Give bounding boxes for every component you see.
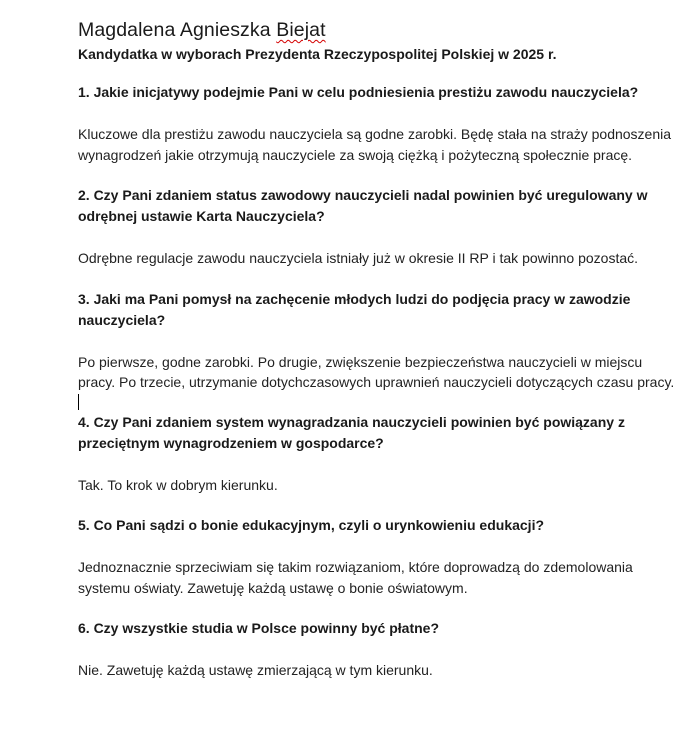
text-cursor bbox=[78, 394, 79, 410]
answer-4: Tak. To krok w dobrym kierunku. bbox=[78, 476, 278, 493]
question-1: 1. Jakie inicjatywy podejmie Pani w celu podniesienia prestiżu zawodu nauczyciela? bbox=[78, 84, 639, 100]
answer-2: Odrębne regulacje zawodu nauczyciela istniały już w okresie II RP i tak powinno pozostać. bbox=[78, 250, 639, 266]
title-name: Magdalena Agnieszka bbox=[78, 19, 277, 41]
question-4: 4. Czy Pani zdaniem system wynagradzania nauczycieli powinien być powiązany z przeciętnym wynagrodzeniem w gospodarce? bbox=[78, 413, 625, 451]
answer-1: Kluczowe dla prestiżu zawodu nauczyciela są godne zarobki. Będę stała na straży podnoszenia wynagrodzeń jakie otrzymują nauczyciele za swoją ciężką i pożyteczną społecznie pracę. bbox=[78, 126, 672, 163]
document-title bbox=[78, 18, 678, 42]
question-2: 2. Czy Pani zdaniem status zawodowy nauczycieli nadal powinien być uregulowany w odrębnej ustawie Karta Nauczyciela? bbox=[78, 187, 648, 224]
question-3: 3. Jaki ma Pani pomysł na zachęcenie młodych ludzi do podjęcia pracy w zawodzie nauczyciela? bbox=[78, 290, 631, 328]
document-subtitle: Kandydatka w wyborach Prezydenta Rzeczypospolitej Polskiej w 2025 r. bbox=[78, 46, 557, 62]
document-page bbox=[78, 18, 678, 681]
answer-5: Jednoznacznie sprzeciwiam się takim rozwiązaniom, które doprowadzą do zdemolowania systemu oświaty. Zawetuję każdą ustawę o bonie oświatowym. bbox=[78, 559, 633, 596]
answer-3: Po pierwsze, godne zarobki. Po drugie, zwiększenie bezpieczeństwa nauczycieli w miejscu pracy. Po trzecie, utrzymanie dotychczasowych uprawnień nauczycieli dotyczących czasu pracy. bbox=[78, 353, 675, 390]
question-6: 6. Czy wszystkie studia w Polsce powinny być płatne? bbox=[78, 620, 439, 636]
question-5: 5. Co Pani sądzi o bonie edukacyjnym, czyli o urynkowieniu edukacji? bbox=[78, 517, 545, 533]
title-surname: Biejat bbox=[276, 19, 326, 41]
answer-6: Nie. Zawetuję każdą ustawę zmierzającą w tym kierunku. bbox=[78, 662, 433, 678]
